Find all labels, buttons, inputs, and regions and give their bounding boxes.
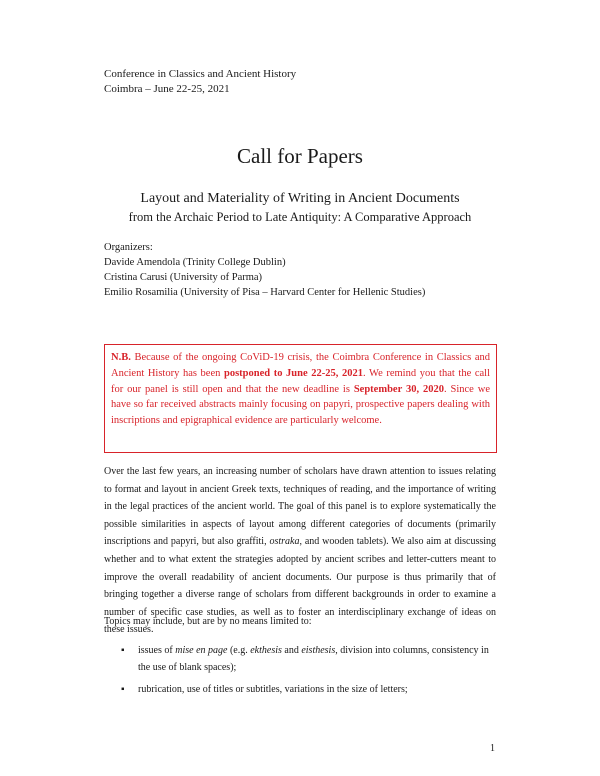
body-paragraph — [104, 463, 496, 639]
body-ostraka: ostraka — [269, 536, 300, 548]
conference-location-date: Coimbra – June 22-25, 2021 — [104, 83, 230, 95]
bullet-marker-1: ▪ — [121, 645, 125, 656]
notice-text-3: . Since we have so far received abstracts mainly focusing on papyri, prospective papers dealing with inscriptions and epigraphical evidence are particularly welcome. — [111, 383, 490, 427]
notice-deadline: September 30, 2020 — [353, 383, 444, 395]
topic-1-text-d: , division into columns, consistency in the use of blank spaces); — [138, 645, 489, 673]
topic-1-eisthesis: eisthesis — [301, 645, 336, 656]
topic-item-1 — [138, 642, 496, 676]
notice-text-1: Because of the ongoing CoViD-19 crisis, the Coimbra Conference in Classics and Ancient History has been — [111, 352, 490, 379]
notice-box — [104, 344, 497, 453]
organizer-2: Cristina Carusi (University of Parma) — [104, 272, 263, 283]
topic-1-text-b: (e.g. — [227, 645, 251, 656]
bullet-marker-2: ▪ — [121, 684, 125, 695]
topic-1-mise: mise en page — [175, 645, 228, 656]
notice-text-2: . We remind you that the call for our panel is still open and that the new deadline is — [111, 367, 490, 395]
topics-intro: Topics may include, but are by no means limited to: — [104, 616, 312, 627]
topic-1-text-a: issues of — [138, 645, 176, 656]
notice-nb: N.B. — [111, 352, 131, 363]
panel-title: Layout and Materiality of Writing in Ancient Documents — [140, 191, 460, 206]
body-text-2: , and wooden tablets). We also aim at discussing whether and to what extent the strategies adopted by ancient scribes and letter-cutters meant to improve the overall readability of ancient documents. Our purpose is thus primarily that of bringing together a diverse range of scholars from different backgrounds in order to examine a number of specific case studies, as well as to foster an interdisciplinary exchange of ideas on these issues. — [104, 536, 497, 636]
organizer-3: Emilio Rosamilia (University of Pisa – Harvard Center for Hellenic Studies) — [104, 287, 426, 298]
notice-postponed: postponed to June 22-25, 2021 — [223, 367, 363, 379]
organizers-label: Organizers: — [104, 242, 153, 253]
organizer-1: Davide Amendola (Trinity College Dublin) — [104, 257, 286, 268]
page-title: Call for Papers — [237, 144, 363, 168]
topic-item-2: rubrication, use of titles or subtitles, variations in the size of letters; — [138, 684, 408, 695]
conference-name: Conference in Classics and Ancient History — [104, 68, 297, 80]
topic-1-ekthesis: ekthesis — [250, 645, 282, 656]
page-number: 1 — [490, 743, 495, 754]
topic-1-text-c: and — [281, 645, 302, 656]
body-text-1: Over the last few years, an increasing number of scholars have drawn attention to issues relating to format and layout in ancient Greek texts, techniques of reading, and the importance of writing in the legal practices of the ancient world. The goal of this panel is to explore systematically the possible similarities in aspects of layout among different categories of documents (primarily inscriptions and papyri, but also graffiti, — [104, 466, 496, 548]
panel-subtitle: from the Archaic Period to Late Antiquity: A Comparative Approach — [128, 210, 472, 224]
